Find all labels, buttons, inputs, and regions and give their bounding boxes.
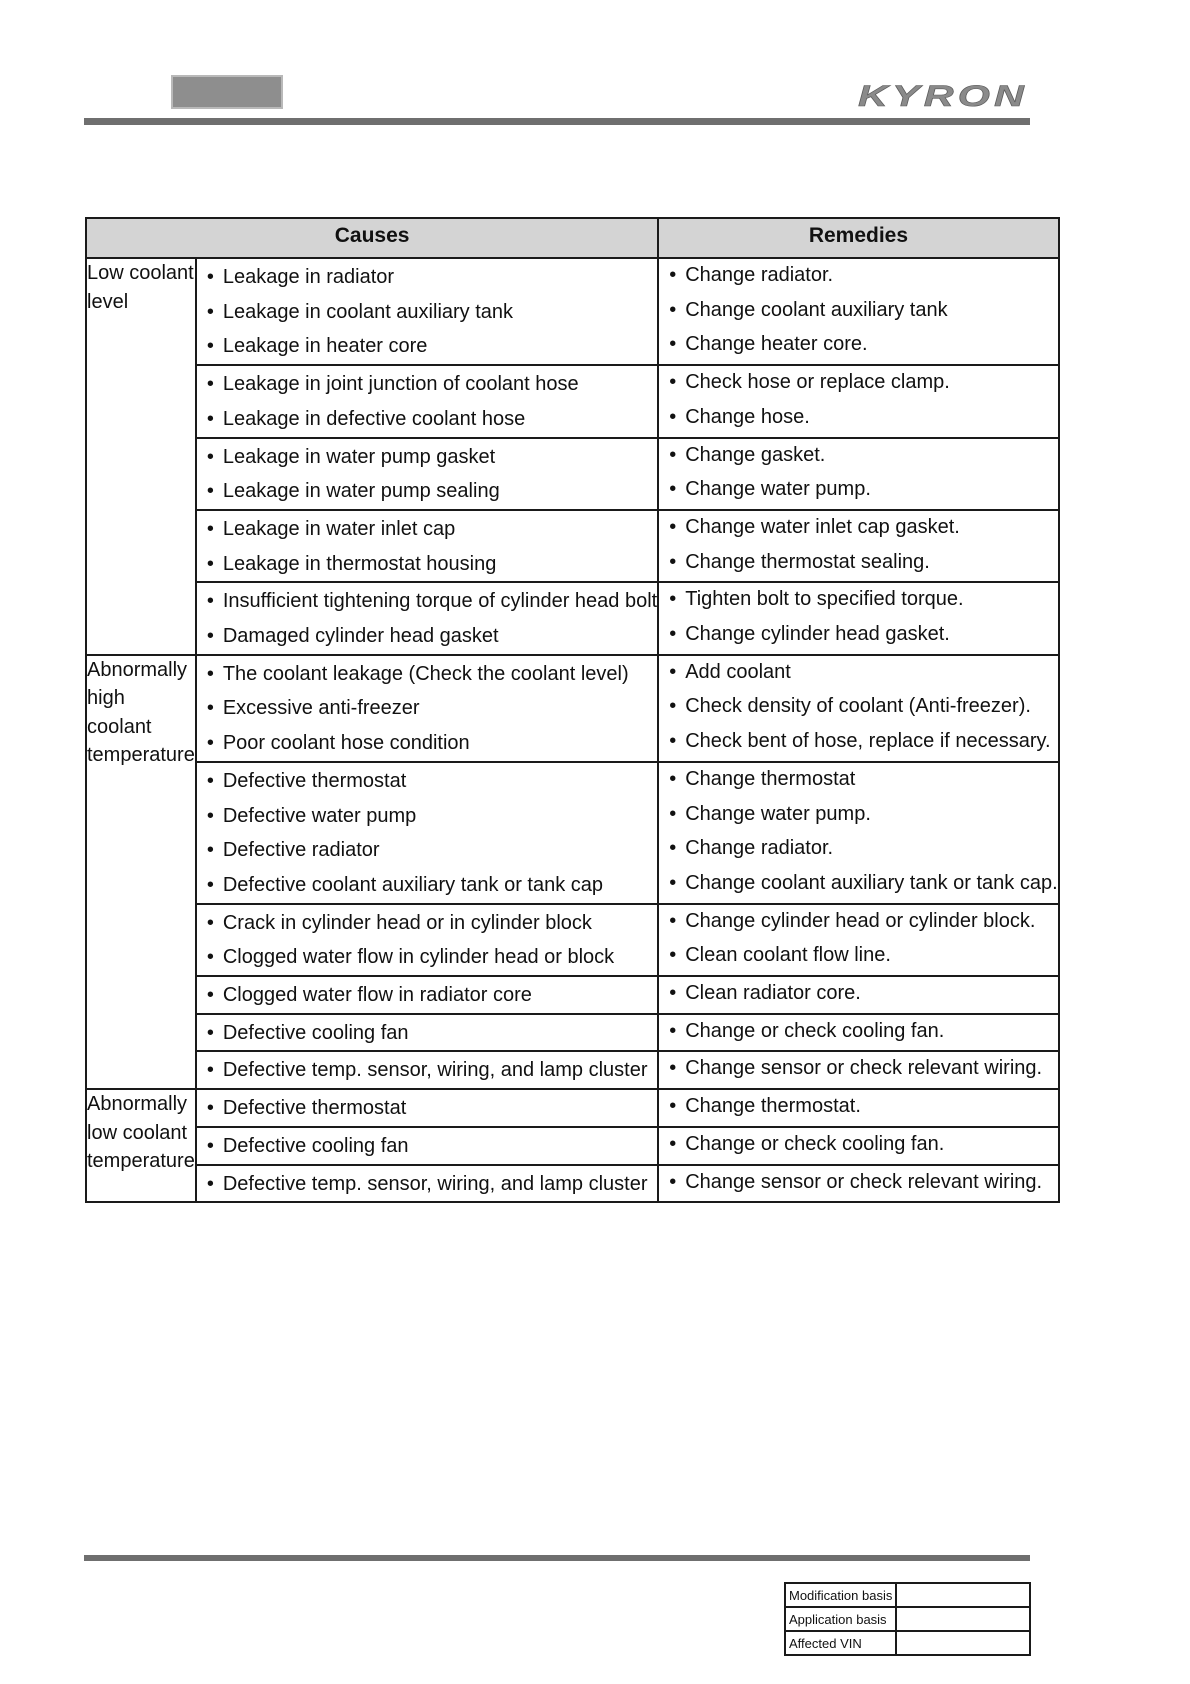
table-row [86, 510, 1059, 582]
info-row [785, 1607, 1030, 1631]
cause-item: • Defective coolant auxiliary tank or tank cap [197, 868, 657, 903]
remedy-item: • Add coolant [659, 655, 1057, 690]
cause-item: • Defective thermostat [197, 1091, 657, 1126]
remedies-cell [658, 1051, 1058, 1089]
remedies-cell [658, 904, 1058, 976]
table-row [86, 1165, 1059, 1203]
remedy-item: • Change or check cooling fan. [659, 1127, 1057, 1162]
causes-cell [196, 258, 658, 365]
table-row [86, 655, 1059, 762]
table-row [86, 438, 1059, 510]
remedy-item: • Change gasket. [659, 438, 1057, 473]
cause-item: • Defective cooling fan [197, 1129, 657, 1164]
cause-item: • Defective water pump [197, 799, 657, 834]
remedy-item: • Change thermostat sealing. [659, 545, 1057, 580]
cause-item: • Leakage in joint junction of coolant hose [197, 367, 657, 402]
remedy-item: • Change sensor or check relevant wiring. [659, 1051, 1057, 1086]
cause-item: • Leakage in water pump gasket [197, 440, 657, 475]
causes-cell [196, 1127, 658, 1165]
remedies-cell [658, 762, 1058, 904]
remedy-item: • Clean radiator core. [659, 976, 1057, 1011]
table-row [86, 365, 1059, 437]
table-row [86, 1051, 1059, 1089]
causes-cell [196, 1089, 658, 1127]
remedy-item: • Change coolant auxiliary tank or tank cap. [659, 866, 1057, 901]
causes-cell [196, 1051, 658, 1089]
footer-rule [84, 1555, 1030, 1561]
remedies-cell [658, 655, 1058, 762]
cause-item: • Leakage in heater core [197, 329, 657, 364]
remedy-item: • Clean coolant flow line. [659, 938, 1057, 973]
info-row [785, 1631, 1030, 1655]
table-row [86, 762, 1059, 904]
causes-cell [196, 365, 658, 437]
cause-item: • Clogged water flow in cylinder head or block [197, 940, 657, 975]
causes-cell [196, 582, 658, 654]
remedy-item: • Change radiator. [659, 831, 1057, 866]
info-label: Application basis [785, 1607, 896, 1631]
modification-info-table [784, 1582, 1031, 1656]
causes-cell [196, 1014, 658, 1052]
cause-item: • The coolant leakage (Check the coolant level) [197, 657, 657, 692]
table-row [86, 582, 1059, 654]
remedy-item: • Check density of coolant (Anti-freezer). [659, 689, 1057, 724]
remedy-item: • Change cylinder head or cylinder block. [659, 904, 1057, 939]
cause-item: • Poor coolant hose condition [197, 726, 657, 761]
remedies-cell [658, 258, 1058, 365]
table-body [86, 258, 1059, 1202]
remedy-item: • Change hose. [659, 400, 1057, 435]
remedy-item: • Change water pump. [659, 797, 1057, 832]
remedies-header: Remedies [658, 218, 1058, 258]
cause-item: • Defective temp. sensor, wiring, and lamp cluster [197, 1167, 657, 1202]
causes-cell [196, 510, 658, 582]
remedy-item: • Check bent of hose, replace if necessary. [659, 724, 1057, 759]
cause-item: • Defective cooling fan [197, 1016, 657, 1051]
causes-cell [196, 904, 658, 976]
table-row [86, 1014, 1059, 1052]
causes-header: Causes [86, 218, 658, 258]
table-row [86, 258, 1059, 365]
cause-item: • Clogged water flow in radiator core [197, 978, 657, 1013]
info-row [785, 1583, 1030, 1607]
remedy-item: • Change heater core. [659, 327, 1057, 362]
remedy-item: • Change water pump. [659, 472, 1057, 507]
remedies-cell [658, 582, 1058, 654]
remedy-item: • Tighten bolt to specified torque. [659, 582, 1057, 617]
table-row [86, 904, 1059, 976]
remedies-cell [658, 976, 1058, 1014]
causes-cell [196, 438, 658, 510]
kyron-logo [850, 80, 1030, 110]
remedy-item: • Change cylinder head gasket. [659, 617, 1057, 652]
remedy-item: • Change or check cooling fan. [659, 1014, 1057, 1049]
cause-item: • Leakage in radiator [197, 260, 657, 295]
cause-item: • Leakage in thermostat housing [197, 547, 657, 582]
cause-item: • Leakage in coolant auxiliary tank [197, 295, 657, 330]
remedy-item: • Change thermostat. [659, 1089, 1057, 1124]
cause-item: • Leakage in water pump sealing [197, 474, 657, 509]
causes-cell [196, 1165, 658, 1203]
info-label: Modification basis [785, 1583, 896, 1607]
cause-item: • Defective thermostat [197, 764, 657, 799]
table-row [86, 1127, 1059, 1165]
cause-item: • Leakage in defective coolant hose [197, 402, 657, 437]
remedies-cell [658, 1165, 1058, 1203]
remedies-cell [658, 1127, 1058, 1165]
causes-cell [196, 976, 658, 1014]
causes-cell [196, 762, 658, 904]
info-value [896, 1583, 1030, 1607]
info-value [896, 1631, 1030, 1655]
troubleshooting-table [85, 217, 1060, 1203]
table-row [86, 976, 1059, 1014]
header-rule [84, 118, 1030, 125]
cause-item: • Crack in cylinder head or in cylinder block [197, 906, 657, 941]
remedies-cell [658, 365, 1058, 437]
remedy-item: • Change coolant auxiliary tank [659, 293, 1057, 328]
remedies-cell [658, 1014, 1058, 1052]
remedies-cell [658, 438, 1058, 510]
cause-item: • Defective radiator [197, 833, 657, 868]
remedy-item: • Change sensor or check relevant wiring. [659, 1165, 1057, 1200]
remedies-cell [658, 510, 1058, 582]
cause-item: • Defective temp. sensor, wiring, and lamp cluster [197, 1053, 657, 1088]
causes-cell [196, 655, 658, 762]
remedy-item: • Change thermostat [659, 762, 1057, 797]
svg-text:KYRON: KYRON [858, 80, 1028, 110]
condition-cell: Low coolant level [86, 258, 196, 655]
cause-item: • Insufficient tightening torque of cylinder head bolt [197, 584, 657, 619]
table-row [86, 1089, 1059, 1127]
header-tab-box [171, 75, 283, 109]
condition-cell: Abnormally low coolant temperature [86, 1089, 196, 1202]
info-value [896, 1607, 1030, 1631]
cause-item: • Damaged cylinder head gasket [197, 619, 657, 654]
cause-item: • Excessive anti-freezer [197, 691, 657, 726]
remedies-cell [658, 1089, 1058, 1127]
remedy-item: • Change radiator. [659, 258, 1057, 293]
remedy-item: • Change water inlet cap gasket. [659, 510, 1057, 545]
cause-item: • Leakage in water inlet cap [197, 512, 657, 547]
info-label: Affected VIN [785, 1631, 896, 1655]
remedy-item: • Check hose or replace clamp. [659, 365, 1057, 400]
condition-cell: Abnormally high coolant temperature [86, 655, 196, 1089]
